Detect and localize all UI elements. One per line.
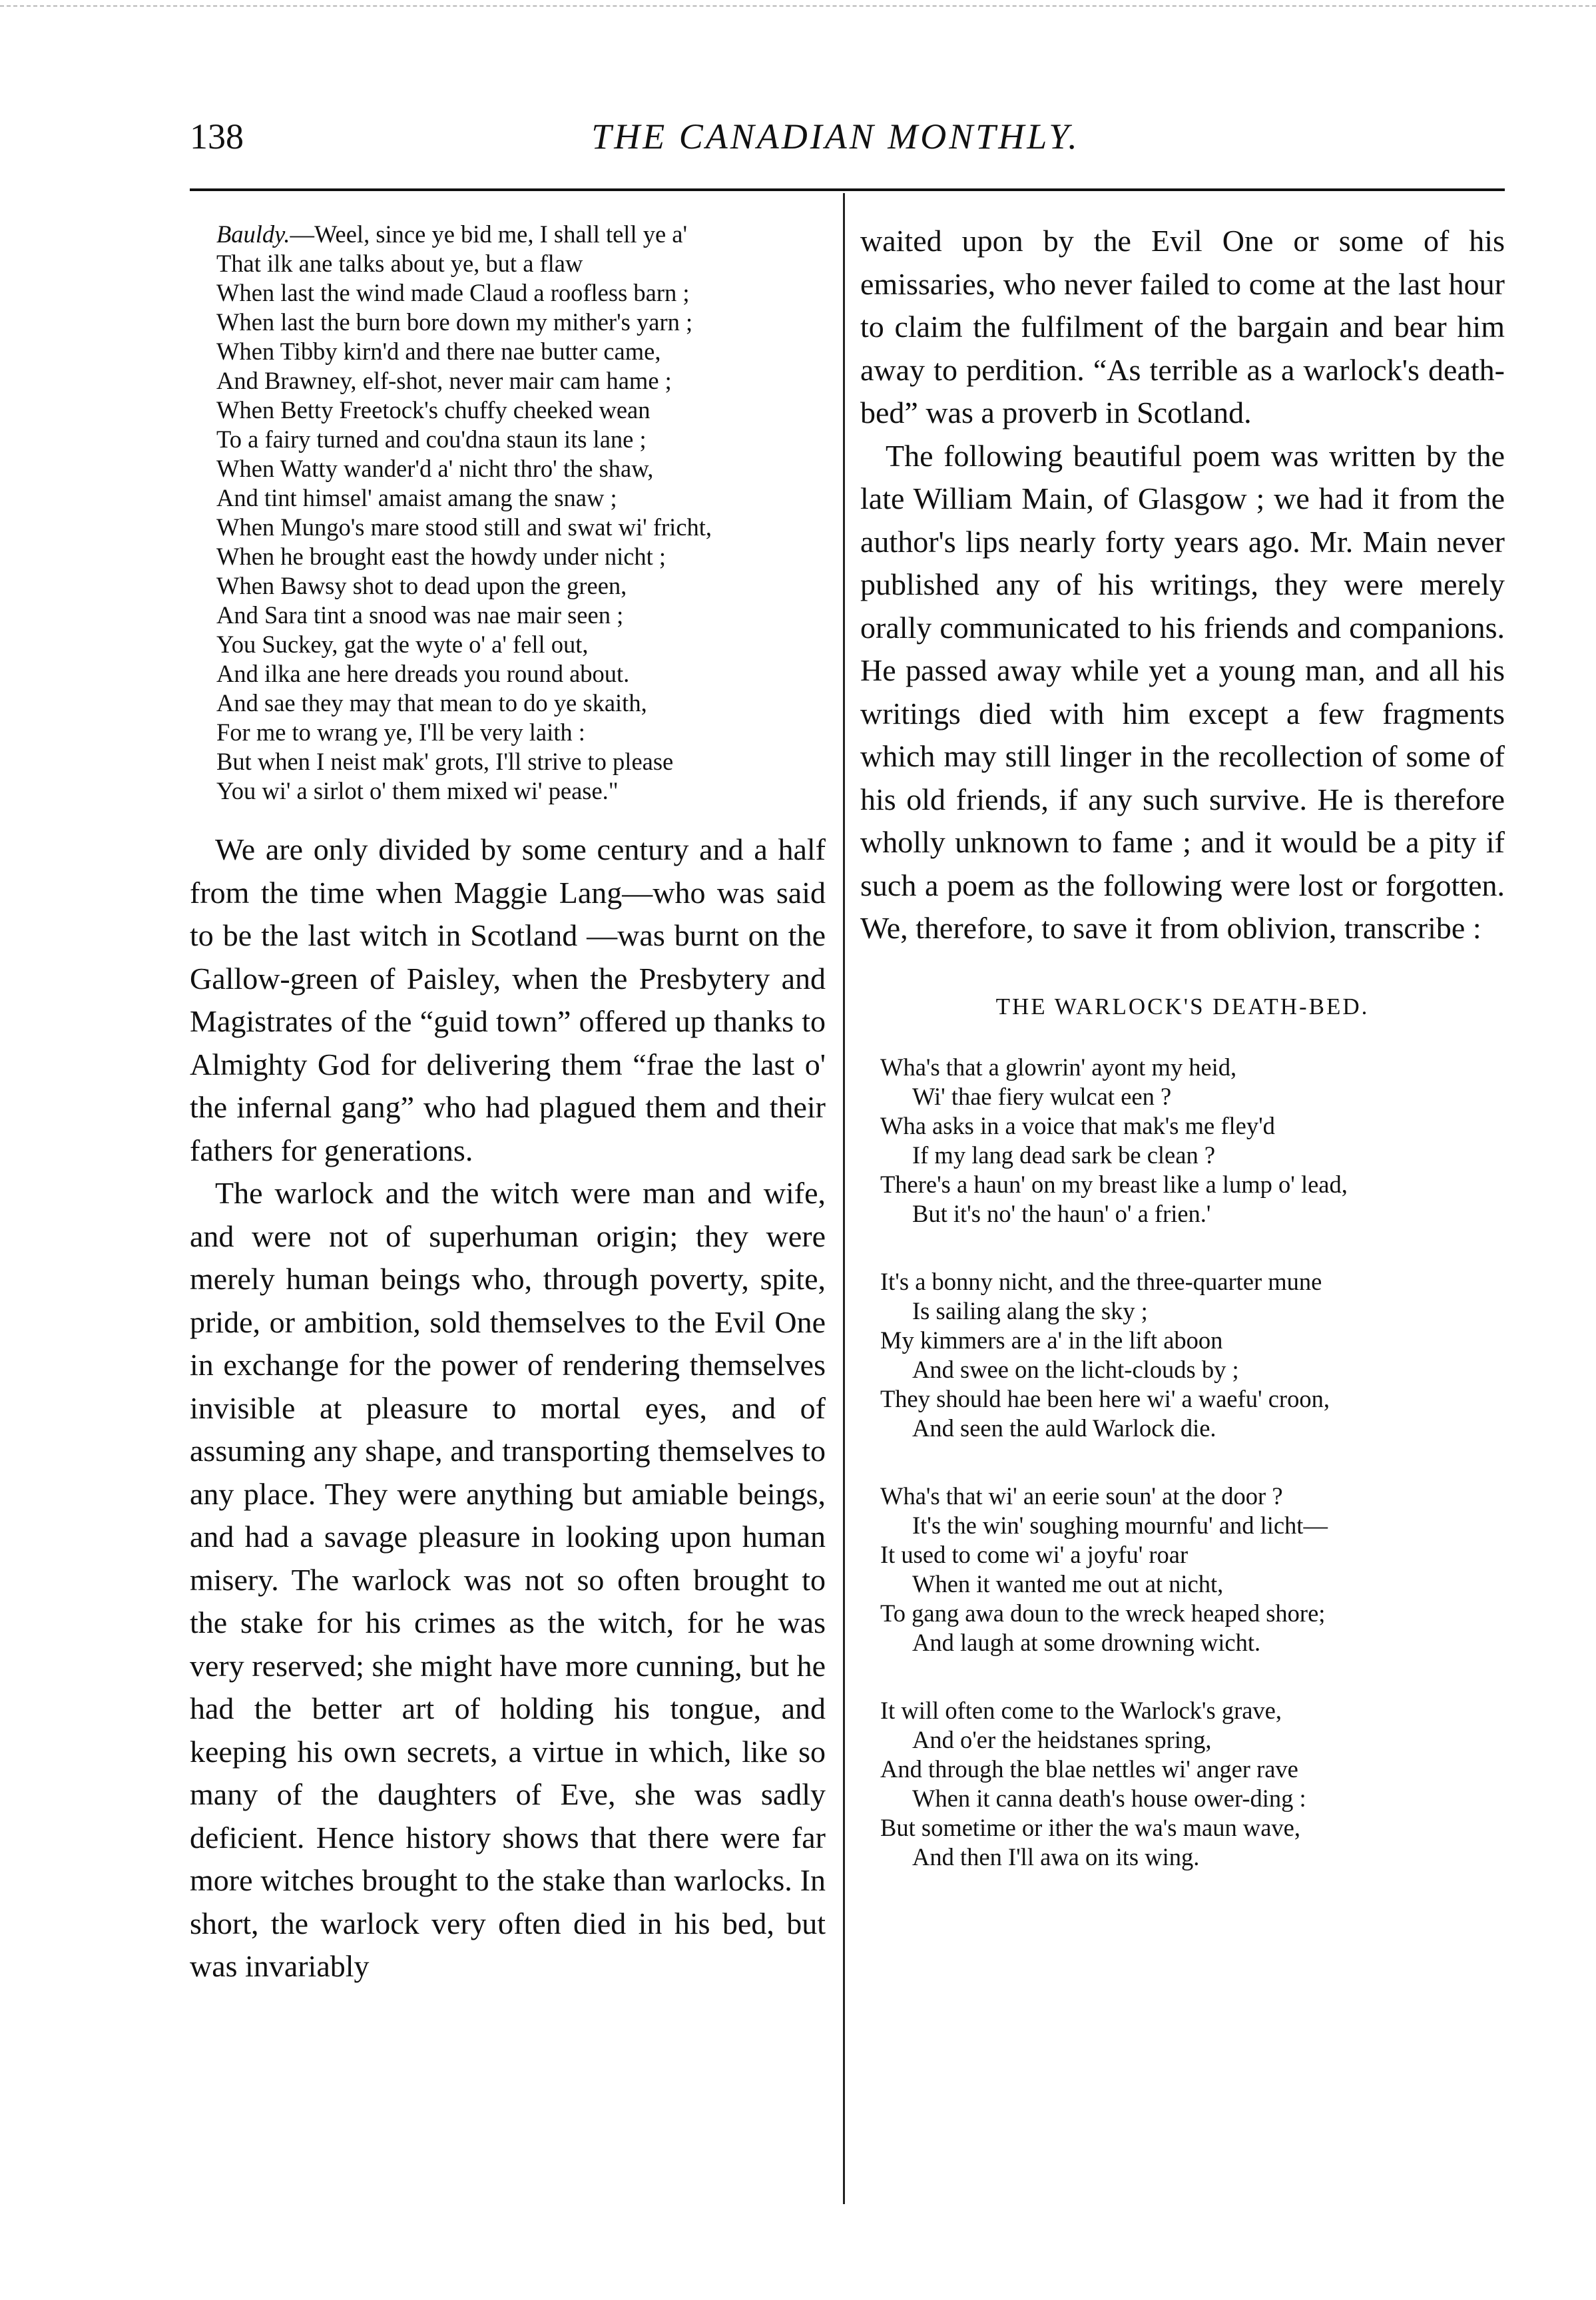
- poem-title: THE WARLOCK'S DEATH-BED.: [995, 993, 1370, 1019]
- poem-line: Is sailing alang the sky ;: [912, 1296, 1148, 1324]
- verse-line: For me to wrang ye, I'll be very laith :: [216, 719, 585, 746]
- body-paragraph: The warlock and the witch were man and wife, and were not of superhuman origin; they were merely human beings who, through poverty, spite, pride, or ambition, sold themselves to the Evil One in exchange for the power of rendering themselves invisible at pleasure to mortal eyes, and of assuming any shape, and transporting themselves to any place. They were anything but amiable beings, and had a savage pleasure in looking upon human misery. The warlock was not so often brought to the stake for his crimes as the witch, for he was very reserved; she might have more cunning, but he had the better art of holding his tongue, and keeping his own secrets, a virtue in which, like so many of the daughters of Eve, she was sadly deficient. Hence history shows that there were far more witches brought to the stake than warlocks. In short, the warlock very often died in his bed, but was invariably: [190, 1176, 826, 1983]
- page-header: [190, 113, 1481, 180]
- verse-line: To a fairy turned and cou'dna staun its lane ;: [216, 426, 647, 453]
- body-paragraph: The following beautiful poem was written by the late William Main, of Glasgow ; we had it from the author's lips nearly forty years ago. Mr. Main never published any of his writings, they were merely orally communicated to his friends and companions. He passed away while yet a young man, and all his writings died with him except a few fragments which may still linger in the recollection of some of his old friends, if any such survive. He is therefore wholly unknown to fame ; and it would be a pity if such a poem as the following were lost or forgotten. We, therefore, to save it from oblivion, transcribe :: [860, 438, 1505, 945]
- poem-line: And seen the auld Warlock die.: [912, 1414, 1216, 1442]
- verse-line: When Bawsy shot to dead upon the green,: [216, 572, 627, 599]
- poem-line: To gang awa doun to the wreck heaped shore;: [880, 1599, 1326, 1627]
- poem-line: Wha's that wi' an eerie soun' at the door ?: [880, 1482, 1283, 1510]
- left-column: [190, 220, 826, 1988]
- poem-line: It used to come wi' a joyfu' roar: [880, 1540, 1189, 1568]
- right-column: [860, 220, 1505, 1872]
- verse-line: When Watty wander'd a' nicht thro' the shaw,: [216, 455, 654, 482]
- verse-line: When last the burn bore down my mither's yarn ;: [216, 308, 693, 336]
- verse-line: Bauldy.—Weel, since ye bid me, I shall tell ye a': [216, 220, 688, 248]
- poem-line: And then I'll awa on its wing.: [912, 1843, 1200, 1870]
- verse-line: And ilka ane here dreads you round about.: [216, 660, 630, 687]
- poem-line: Wi' thae fiery wulcat een ?: [912, 1082, 1172, 1110]
- page-number: 138: [190, 117, 244, 156]
- poem-line: And swee on the licht-clouds by ;: [912, 1355, 1239, 1383]
- verse-line: And sae they may that mean to do ye skaith,: [216, 689, 647, 717]
- verse-line: You wi' a sirlot o' them mixed wi' pease.": [216, 777, 619, 804]
- poem-line: Wha's that a glowrin' ayont my heid,: [880, 1053, 1237, 1081]
- poem-line: And o'er the heidstanes spring,: [912, 1725, 1212, 1753]
- poem-stanza: [880, 1696, 1505, 1872]
- verse-line: When he brought east the howdy under nicht ;: [216, 543, 666, 570]
- body-paragraph: We are only divided by some century and a half from the time when Maggie Lang—who was said to be the last witch in Scotland —was burnt on the Gallow-green of Paisley, when the Presbytery and Magistrates of the “guid town” offered up thanks to Almighty God for delivering them “frae the last o' the infernal gang” who had plagued them and their fathers for generations.: [190, 832, 826, 1167]
- verse-line: And tint himsel' amaist amang the snaw ;: [216, 484, 617, 511]
- poem-line: It's the win' soughing mournfu' and licht—: [912, 1511, 1328, 1539]
- header-rule: [190, 188, 1505, 191]
- poem-stanza: [880, 1267, 1505, 1443]
- poem-line: It will often come to the Warlock's grave,: [880, 1696, 1282, 1724]
- bauldy-verse: [216, 220, 826, 806]
- body-paragraph: waited upon by the Evil One or some of his emissaries, who never failed to come at the last hour to claim the fulfilment of the bargain and bear him away to perdition. “As terrible as a warlock's death-bed” was a proverb in Scotland.: [860, 224, 1505, 430]
- verse-line: And Brawney, elf-shot, never mair cam hame ;: [216, 367, 672, 394]
- running-title: THE CANADIAN MONTHLY.: [591, 117, 1080, 156]
- verse-line: When Tibby kirn'd and there nae butter came,: [216, 338, 661, 365]
- poem-line: If my lang dead sark be clean ?: [912, 1141, 1216, 1169]
- poem-line: And through the blae nettles wi' anger rave: [880, 1755, 1298, 1783]
- poem-stanza: [880, 1482, 1505, 1657]
- speaker-name: Bauldy.: [216, 220, 290, 248]
- verse-line: And Sara tint a snood was nae mair seen ;: [216, 601, 624, 629]
- poem-stanza: [880, 1053, 1505, 1229]
- poem-line: Wha asks in a voice that mak's me fley'd: [880, 1111, 1275, 1139]
- poem-line: When it wanted me out at nicht,: [912, 1570, 1224, 1597]
- poem-line: When it canna death's house ower-ding :: [912, 1784, 1306, 1812]
- poem: [880, 1053, 1505, 1872]
- verse-line: When last the wind made Claud a roofless barn ;: [216, 279, 690, 306]
- poem-line: There's a haun' on my breast like a lump o' lead,: [880, 1170, 1348, 1198]
- poem-line: They should hae been here wi' a waefu' croon,: [880, 1384, 1330, 1412]
- verse-line: When Mungo's mare stood still and swat wi' fricht,: [216, 513, 712, 541]
- poem-line: My kimmers are a' in the lift aboon: [880, 1326, 1223, 1354]
- verse-line: You Suckey, gat the wyte o' a' fell out,: [216, 631, 589, 658]
- scan-edge-line: [0, 5, 1596, 7]
- poem-line: But sometime or ither the wa's maun wave,: [880, 1813, 1300, 1841]
- verse-line: When Betty Freetock's chuffy cheeked wean: [216, 396, 651, 424]
- poem-line: It's a bonny nicht, and the three-quarter mune: [880, 1267, 1322, 1295]
- verse-line: That ilk ane talks about ye, but a flaw: [216, 250, 583, 277]
- column-divider: [843, 193, 845, 2204]
- verse-line: But when I neist mak' grots, I'll strive to please: [216, 748, 674, 775]
- poem-line: And laugh at some drowning wicht.: [912, 1628, 1261, 1656]
- poem-line: But it's no' the haun' o' a frien.': [912, 1199, 1211, 1227]
